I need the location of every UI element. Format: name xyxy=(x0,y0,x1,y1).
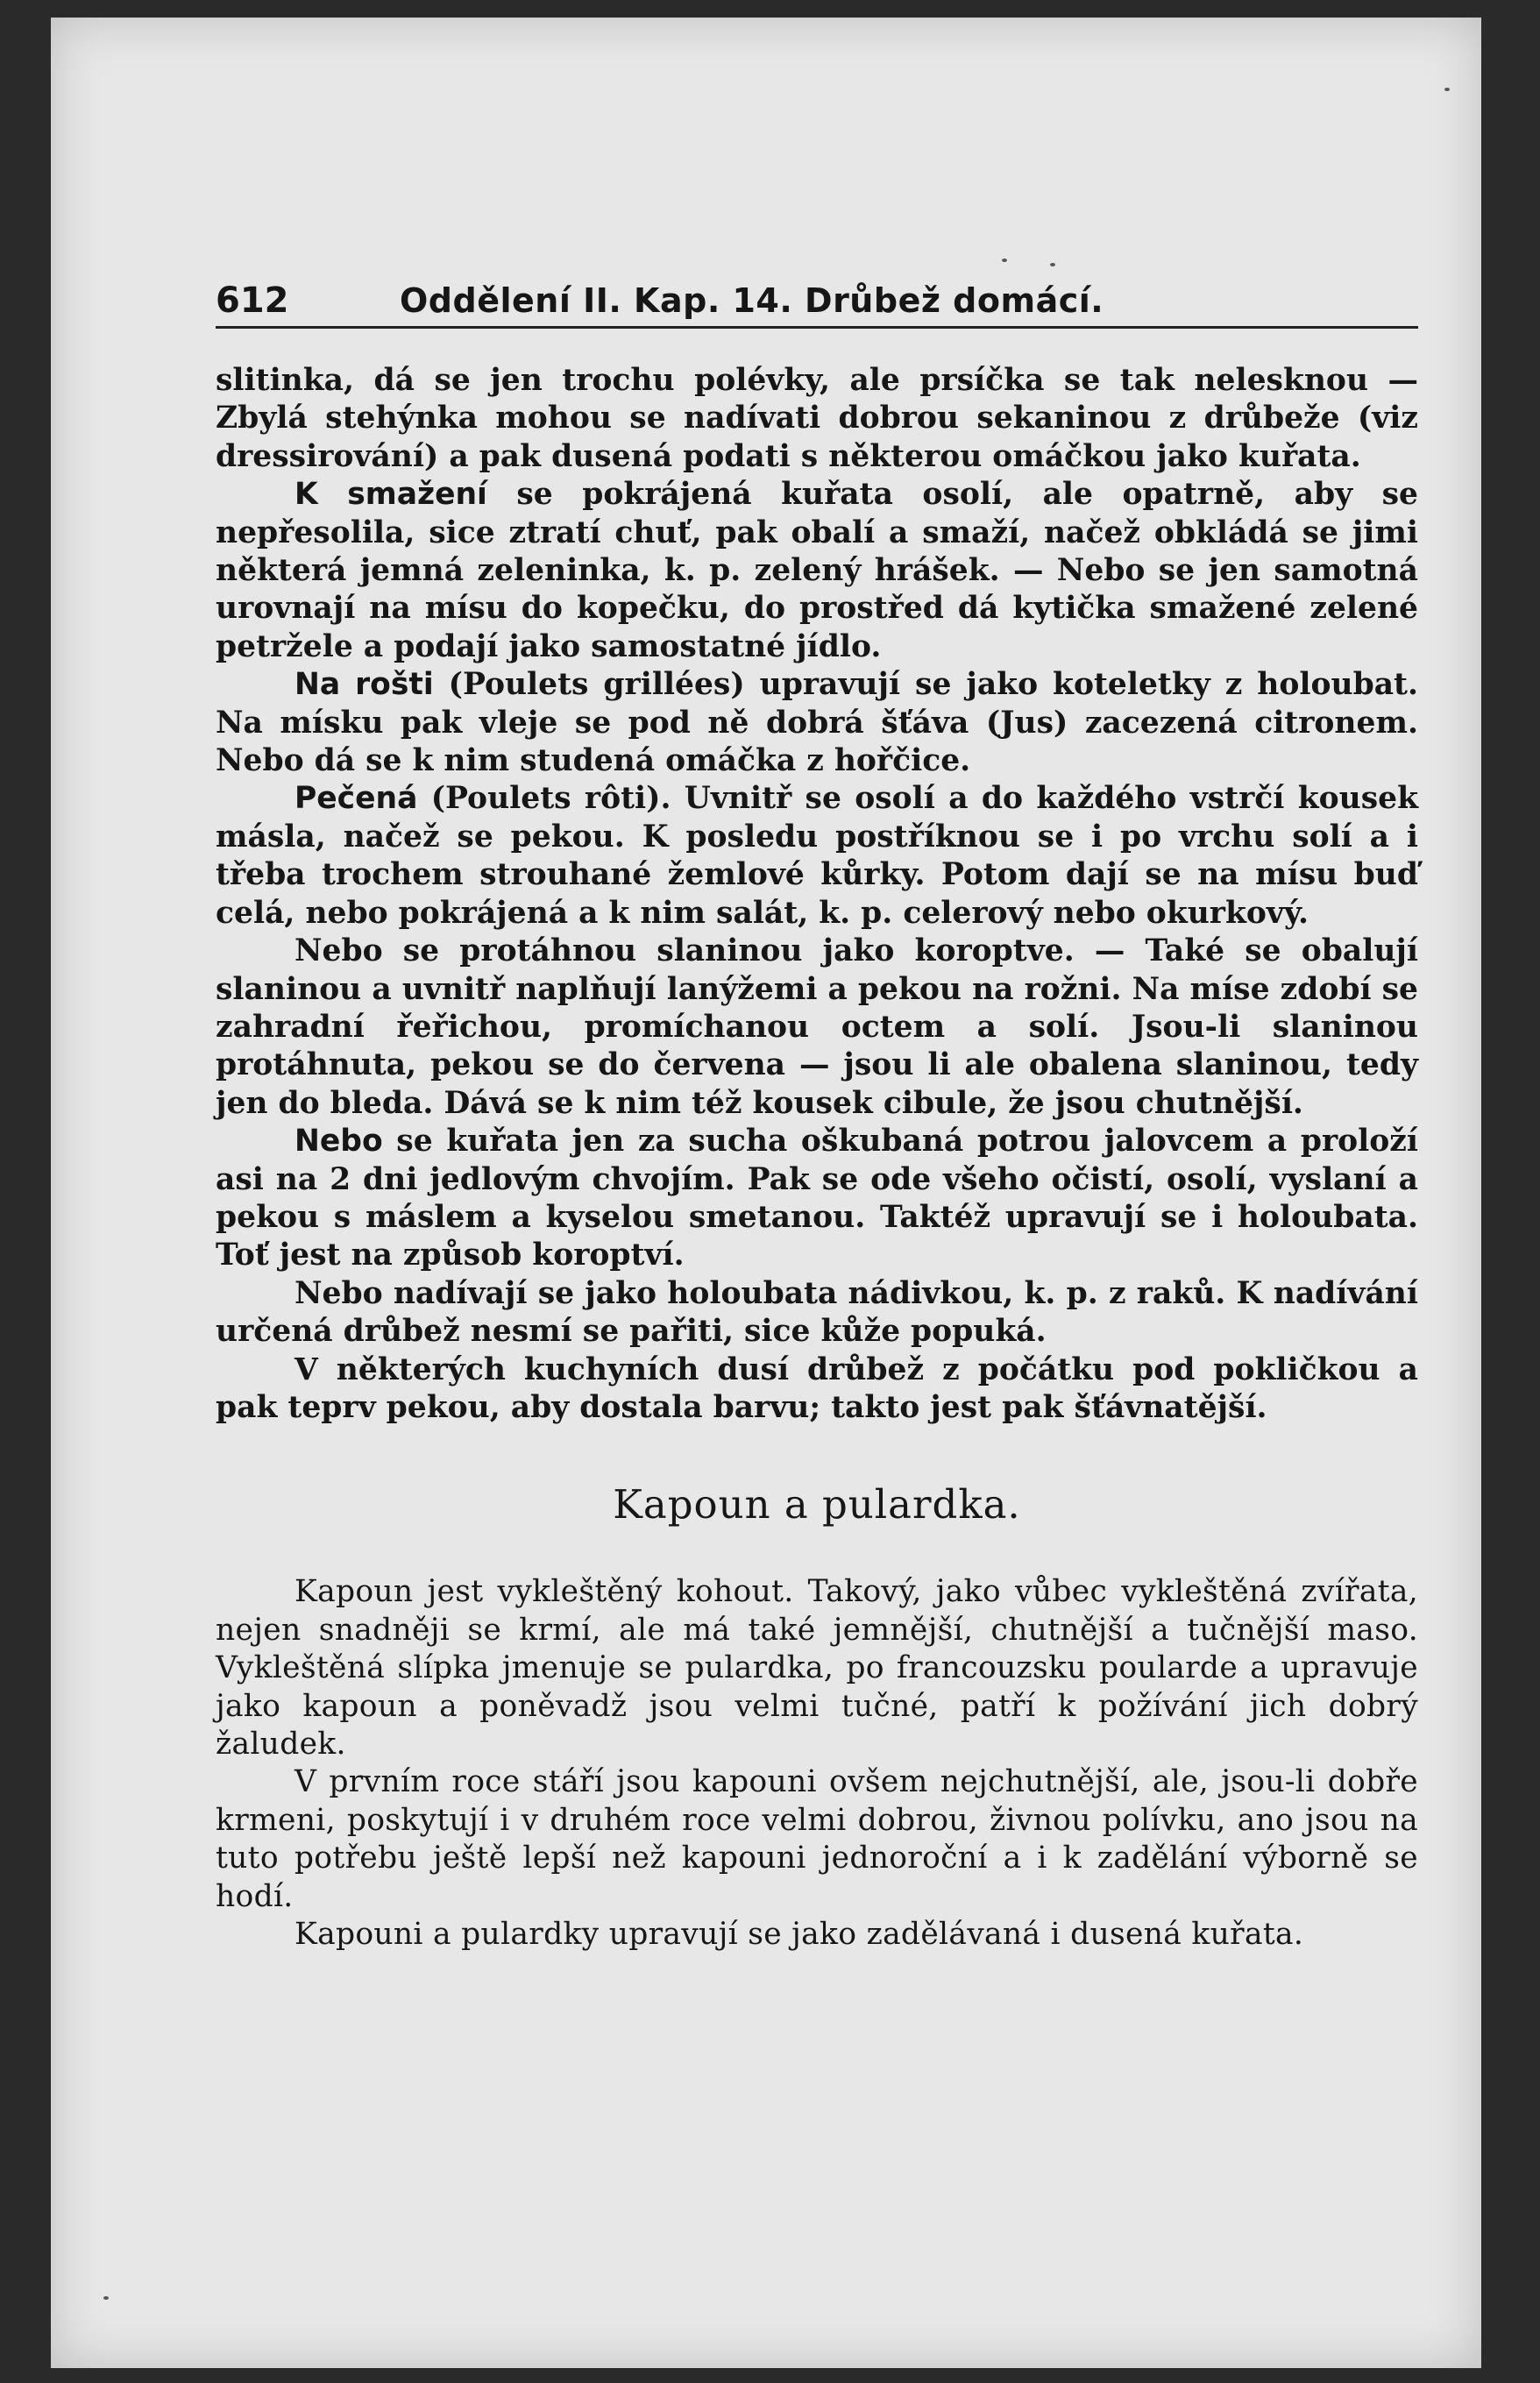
paragraph: V prvním roce stáří jsou kapouni ovšem nejchutnější, ale, jsou-li dobře krmeni, poskytují i v druhém roce velmi dobrou, živnou polívku, ano jsou na tuto potřebu ještě lepší než kapouni jednoroční a i k zadělání výborně se hodí. xyxy=(216,1764,1418,1914)
book-page xyxy=(51,18,1481,2368)
running-head: Oddělení II. Kap. 14. Drůbež domácí. xyxy=(400,281,1104,320)
paragraph xyxy=(216,666,1418,780)
page-number: 612 xyxy=(216,280,289,321)
paragraph xyxy=(216,1351,1418,1428)
paragraph-lead: K smažení xyxy=(295,477,487,513)
section-title: Kapoun a pulardka. xyxy=(613,1481,1021,1528)
paragraph-text: Nebo nadívají se jako holoubata nádivkou, k. p. z raků. K nadívání určená drůbež nesmí se pařiti, sice kůže popuká. xyxy=(216,1275,1418,1350)
page-header xyxy=(216,280,1418,329)
paragraph xyxy=(216,1275,1418,1351)
section-2 xyxy=(216,1573,1418,1954)
paragraph-text: (Poulets rôti). Uvnitř se osolí a do každého vstrčí kousek másla, načež se pekou. K posledu postříknou se i po vrchu solí a i třeba trochem strouhané žemlové kůrky. Potom dají se na mísu buď celá, nebo pokrájená a k nim salát, k. p. celerový nebo okurkový. xyxy=(216,781,1418,931)
paragraph-text: se pokrájená kuřata osolí, ale opatrně, aby se nepřesolila, sice ztratí chuť, pak obalí a smaží, načež obkládá se jimi některá jemná zeleninka, k. p. zelený hrášek. — Nebo se jen samotná urovnají na mísu do kopečku, do prostřed dá kytička smažené zelené petržele a podají jako samostatné jídlo. xyxy=(216,477,1418,664)
paragraph: Kapoun jest vykleštěný kohout. Takový, jako vůbec vykleštěná zvířata, nejen snadněji se krmí, ale má také jemnější, chutnější a tučnější maso. Vykleštěná slípka jmenuje se pulardka, po francouzsku poularde a upravuje jako kapoun a poněvadž jsou velmi tučné, patří k požívání jich dobrý žaludek. xyxy=(216,1574,1418,1762)
print-speck xyxy=(1050,263,1055,266)
paragraph-lead: Na rošti xyxy=(295,667,434,703)
print-speck xyxy=(1444,88,1450,91)
paragraph xyxy=(216,1123,1418,1275)
paragraph xyxy=(216,476,1418,666)
paragraph: Kapouni a pulardky upravují se jako zadělávaná i dusená kuřata. xyxy=(295,1917,1304,1953)
section-1 xyxy=(216,362,1418,1427)
paragraph xyxy=(216,933,1418,1123)
paragraph-lead: Nebo xyxy=(295,1124,383,1160)
paragraph-text: slitinka, dá se jen trochu polévky, ale prsíčka se tak nelesknou — Zbylá stehýnka mohou se nadívati dobrou sekaninou z drůbeže (viz dressirování) a pak dusená podati s některou omáčkou jako kuřata. xyxy=(216,363,1418,474)
paragraph-text: V některých kuchyních dusí drůbež z počátku pod pokličkou a pak teprv pekou, aby dostala barvu; takto jest pak šťávnatější. xyxy=(216,1351,1418,1425)
paragraph-text: Nebo se protáhnou slaninou jako koroptve. — Také se obalují slaninou a uvnitř naplňují lanýžemi a pekou na rožni. Na míse zdobí se zahradní řeřichou, promíchanou octem a solí. Jsou-li slaninou protáhnuta, pekou se do červena — jsou li ale obalena slaninou, tedy jen do bleda. Dává se k nim též kousek cibule, že jsou chutnější. xyxy=(216,933,1418,1121)
print-speck xyxy=(103,2296,109,2300)
paragraph-lead: Pečená xyxy=(295,781,418,817)
paragraph xyxy=(216,780,1418,933)
paragraph xyxy=(216,362,1418,476)
print-speck xyxy=(1002,259,1007,262)
page-content xyxy=(216,280,1418,1954)
paragraph-text: se kuřata jen za sucha oškubaná potrou jalovcem a proloží asi na 2 dni jedlovým chvojím. Pak se ode všeho očistí, osolí, vyslaní a pekou s máslem a kyselou smetanou. Taktéž upravují se i holoubata. Toť jest na způsob koroptví. xyxy=(216,1124,1418,1273)
paragraph-text: (Poulets grillées) upravují se jako koteletky z holoubat. Na mísku pak vleje se pod ně dobrá šťáva (Jus) zacezená citronem. Nebo dá se k nim studená omáčka z hořčice. xyxy=(216,667,1418,779)
